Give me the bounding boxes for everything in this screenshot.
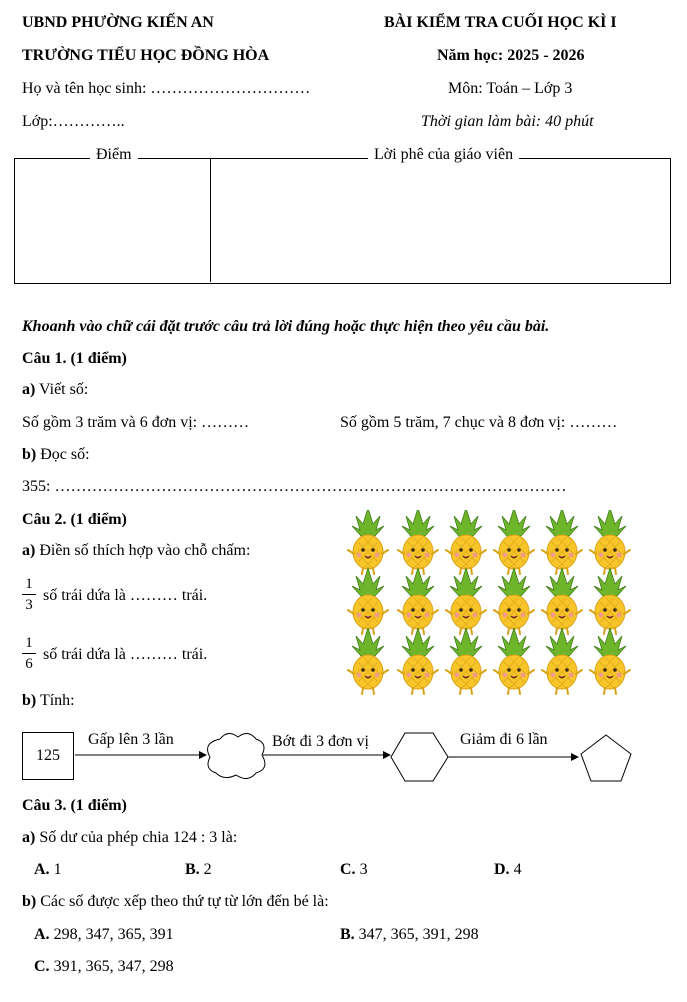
- q3a-option-b[interactable]: [185, 861, 212, 879]
- school-year: Năm học: 2025 - 2026: [437, 47, 585, 64]
- option-letter: A.: [34, 926, 50, 943]
- cloud-shape: [208, 733, 265, 778]
- q3-title: Câu 3. (1 điểm): [22, 797, 127, 814]
- option-text: 298, 347, 365, 391: [49, 926, 174, 943]
- time-limit: Thời gian làm bài: 40 phút: [421, 113, 594, 130]
- q1b-text: Đọc số:: [36, 446, 90, 463]
- fraction-numerator: 1: [25, 635, 33, 651]
- pineapple-icon: [348, 510, 388, 574]
- q1a-heading: [22, 381, 88, 399]
- pineapple-icon: [542, 628, 582, 694]
- grade-box-divider: [210, 158, 211, 282]
- fraction-numerator: 1: [25, 576, 33, 592]
- q3b-label: b): [22, 893, 37, 910]
- pineapple-illustration: [340, 510, 640, 698]
- q2-title: Câu 2. (1 điểm): [22, 511, 127, 528]
- q1b-item: 355: ……………………………………………………………………………………: [22, 478, 567, 495]
- option-letter: A.: [34, 861, 50, 878]
- q2a-heading: [22, 542, 250, 560]
- pineapple-icon: [398, 568, 438, 634]
- pineapple-icon: [494, 568, 534, 634]
- q3b-heading: [22, 893, 329, 911]
- option-letter: B.: [185, 861, 200, 878]
- pineapple-icon: [590, 628, 630, 694]
- pentagon-shape: [581, 735, 631, 781]
- q3a-text: Số dư của phép chia 124 : 3 là:: [35, 829, 238, 846]
- option-letter: D.: [494, 861, 510, 878]
- pineapple-icon: [446, 568, 486, 634]
- option-text: 3: [355, 861, 368, 878]
- q1a-text: Viết số:: [35, 381, 89, 398]
- fraction-denominator: 3: [25, 597, 33, 613]
- flow-step2-label: Bớt đi 3 đơn vị: [272, 733, 369, 750]
- q1b-heading: [22, 446, 90, 464]
- option-text: 1: [49, 861, 62, 878]
- fraction-denominator: 6: [25, 656, 33, 672]
- q2a-item2: số trái dứa là ……… trái.: [43, 646, 208, 663]
- q3b-option-c[interactable]: [34, 958, 174, 976]
- q3a-option-d[interactable]: [494, 861, 522, 879]
- q2b-text: Tính:: [36, 692, 75, 709]
- q1a-label: a): [22, 381, 36, 398]
- pineapple-row-2: [348, 568, 630, 634]
- pineapple-icon: [590, 510, 630, 574]
- school-name: TRƯỜNG TIỂU HỌC ĐỒNG HÒA: [22, 47, 270, 64]
- pineapple-icon: [542, 510, 582, 574]
- exam-title: BÀI KIỂM TRA CUỐI HỌC KÌ I: [384, 14, 617, 31]
- subject-label: Môn: Toán – Lớp 3: [448, 80, 573, 97]
- q2a-label: a): [22, 542, 36, 559]
- score-label: Điểm: [90, 146, 138, 164]
- q2a-text: Điền số thích hợp vào chỗ chấm:: [35, 542, 251, 559]
- fraction-one-sixth: [22, 634, 36, 673]
- pineapple-row-1: [348, 510, 630, 574]
- class-field: Lớp:…………..: [22, 113, 125, 130]
- q3a-label: a): [22, 829, 36, 846]
- pineapple-icon: [590, 568, 630, 634]
- q3a-option-c[interactable]: [340, 861, 368, 879]
- instruction: Khoanh vào chữ cái đặt trước câu trả lời đúng hoặc thực hiện theo yêu cầu bài.: [22, 318, 550, 335]
- pineapple-icon: [494, 510, 534, 574]
- q2a-item1: số trái dứa là ……… trái.: [43, 587, 208, 604]
- flow-step3-label: Giảm đi 6 lần: [460, 731, 548, 748]
- hexagon-shape: [391, 733, 448, 781]
- option-text: 347, 365, 391, 298: [354, 926, 479, 943]
- pineapple-icon: [446, 510, 486, 574]
- pineapple-icon: [398, 628, 438, 694]
- q1b-label: b): [22, 446, 37, 463]
- fraction-one-third: [22, 575, 36, 614]
- option-letter: C.: [34, 958, 50, 975]
- q3b-option-a[interactable]: [34, 926, 174, 944]
- q3a-option-a[interactable]: [34, 861, 62, 879]
- q1-title: Câu 1. (1 điểm): [22, 350, 127, 367]
- q3a-heading: [22, 829, 237, 847]
- pineapple-icon: [348, 568, 388, 634]
- pineapple-icon: [446, 628, 486, 694]
- q2b-heading: [22, 692, 75, 710]
- pineapple-icon: [542, 568, 582, 634]
- q1a-item1: Số gồm 3 trăm và 6 đơn vị: ………: [22, 414, 250, 431]
- q1a-item2: Số gồm 5 trăm, 7 chục và 8 đơn vị: ………: [340, 414, 618, 431]
- grade-box: [14, 158, 671, 284]
- pineapple-icon: [398, 510, 438, 574]
- option-letter: B.: [340, 926, 355, 943]
- pineapple-row-3: [348, 628, 630, 694]
- teacher-comment-label: Lời phê của giáo viên: [368, 146, 519, 164]
- option-text: 4: [509, 861, 522, 878]
- option-text: 2: [199, 861, 212, 878]
- student-name-field: Họ và tên học sinh: …………………………: [22, 80, 311, 97]
- flow-diagram: [0, 725, 687, 795]
- option-letter: C.: [340, 861, 356, 878]
- pineapple-icon: [494, 628, 534, 694]
- flow-step1-label: Gấp lên 3 lần: [88, 731, 174, 748]
- q3b-text: Các số được xếp theo thứ tự từ lớn đến bé là:: [36, 893, 329, 910]
- option-text: 391, 365, 347, 298: [49, 958, 174, 975]
- pineapple-icon: [348, 628, 388, 694]
- q3b-option-b[interactable]: [340, 926, 479, 944]
- q2b-label: b): [22, 692, 37, 709]
- district-name: UBND PHƯỜNG KIẾN AN: [22, 14, 214, 31]
- flow-start-value: 125: [36, 747, 60, 764]
